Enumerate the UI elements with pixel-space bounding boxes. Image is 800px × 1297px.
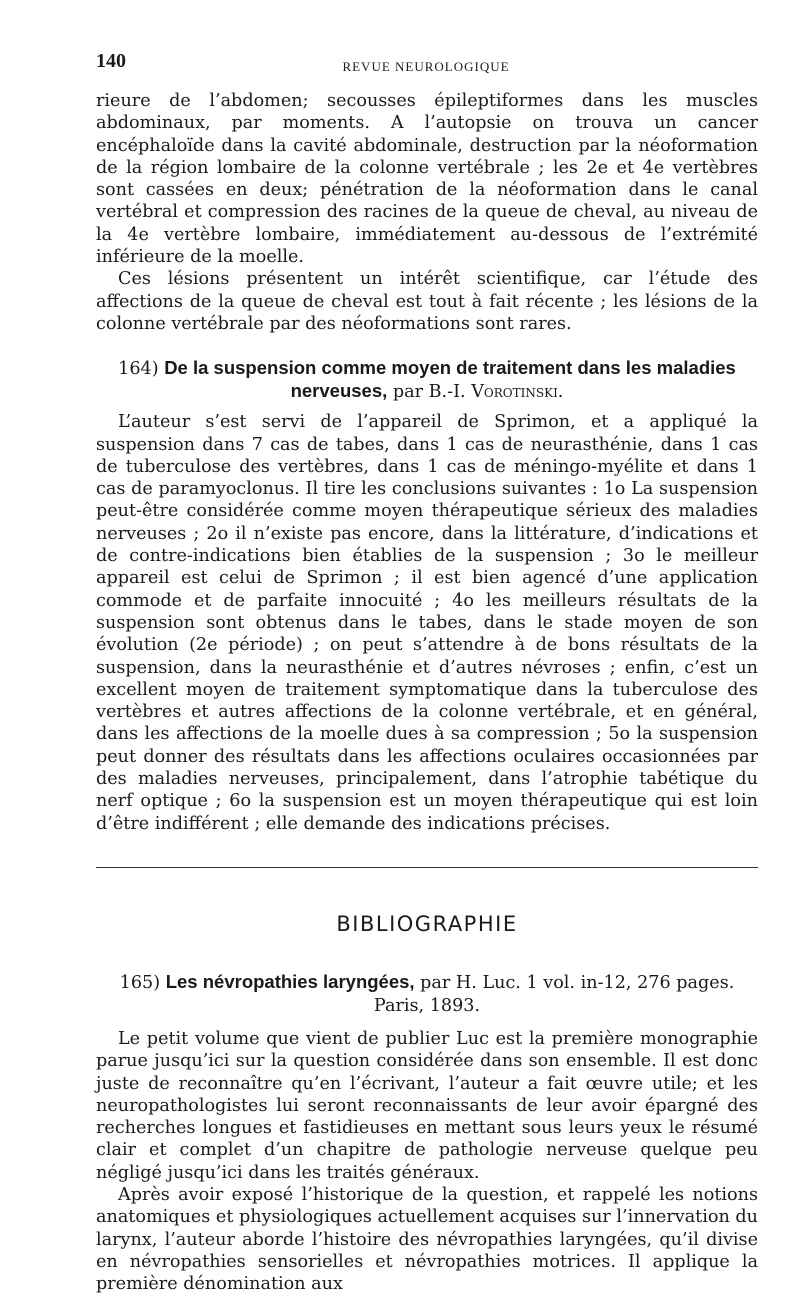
article-details: par H. Luc. 1 vol. in-12, 276 pages. Paris, 1893. [373,972,735,1016]
article-165-title [96,970,758,1018]
article-title-text: Les névropathies laryngées, [165,970,415,992]
section-divider [96,867,758,868]
section-heading: BIBLIOGRAPHIE [336,911,518,936]
page-header [96,50,756,76]
continuation-paragraph: rieure de l’abdomen; secousses épileptiformes dans les muscles abdominaux, par moments. A l’autopsie on trouva un cancer encéphaloïde dans la cavité abdominale, destruction par la néoformation de la région lombaire de la colonne vertébrale ; les 2e et 4e vertèbres sont cassées en deux; pénétration de la néoformation dans le canal vertébral et compression des racines de la queue de cheval, au niveau de la 4e vertèbre lombaire, immédiatement au-dessous de l’extrémité inférieure de la moelle. [96,91,758,268]
article-165-paragraph-2: Après avoir exposé l’historique de la question, et rappelé les notions anatomiques et physiologiques actuellement acquises sur l’innervation du larynx, l’auteur aborde l’histoire des névropathies laryngées, qu’il divise en névropathies sensorielles et névropathies motrices. Il applique la première dénomination aux [96,1184,758,1295]
article-164-body: L’auteur s’est servi de l’appareil de Sprimon, et a appliqué la suspension dans 7 cas de tabes, dans 1 cas de neurasthénie, dans 1 cas de tuberculose des vertèbres, dans 1 cas de méningo-myélite et dans 1 cas de paramyoclonus. Il tire les conclusions suivantes : 1o La suspension peut-être considérée comme moyen thérapeutique sérieux des maladies nerveuses ; 2o il n’existe pas encore, dans la littérature, d’indications et de contre-indications bien établies de la suspension ; 3o le meilleur appareil est celui de Sprimon ; il est bien agencé d’une application commode et de parfaite innocuité ; 4o les meilleurs résultats de la suspension sont obtenus dans le tabes, dans le stade moyen de son évolution (2e période) ; on peut s’attendre à de bons résultats de la suspension, dans la neurasthénie et d’autres névroses ; enfin, c’est un excellent moyen de traitement symptomatique dans la tuberculose des vertèbres et autres affections de la colonne vertébrale, et en général, dans les affections de la moelle dues à sa compression ; 5o la suspension peut donner des résultats dans les affections oculaires occasionnées par des maladies nerveuses, principalement, dans l’atrophie tabétique du nerf optique ; 6o la suspension est un moyen thérapeutique qui est loin d’être indifférent ; elle demande des indications précises. [96,412,758,834]
page-number: 140 [96,50,126,72]
continuation-paragraph-2: Ces lésions présentent un intérêt scientifique, car l’étude des affections de la queue de cheval est tout à fait récente ; les lésions de la colonne vertébrale par des néoformations sont rares. [96,269,758,334]
article-by: par B.-I. [392,382,466,403]
article-165-paragraph-1: Le petit volume que vient de publier Luc est la première monographie parue jusqu’ici sur la question considérée dans son ensemble. Il est donc juste de reconnaître qu’en l’écrivant, l’auteur a fait œuvre utile; et les neuropathologistes lui seront reconnaissants de leur avoir épargné des recherches longues et fastidieuses en mettant sous leurs yeux le résumé clair et complet d’un chapitre de pathologie nerveuse quelque peu négligé jusqu’ici dans les traités généraux. [96,1028,758,1183]
article-164-title [96,357,758,403]
article-title-text: De la suspension comme moyen de traitement dans les maladies nerveuses, [164,357,736,402]
page-body [96,90,758,1295]
article-number: 165) [119,972,161,993]
article-number: 164) [118,359,159,380]
running-head: REVUE NEUROLOGIQUE [342,59,510,74]
article-author: Vorotinski. [471,382,564,403]
